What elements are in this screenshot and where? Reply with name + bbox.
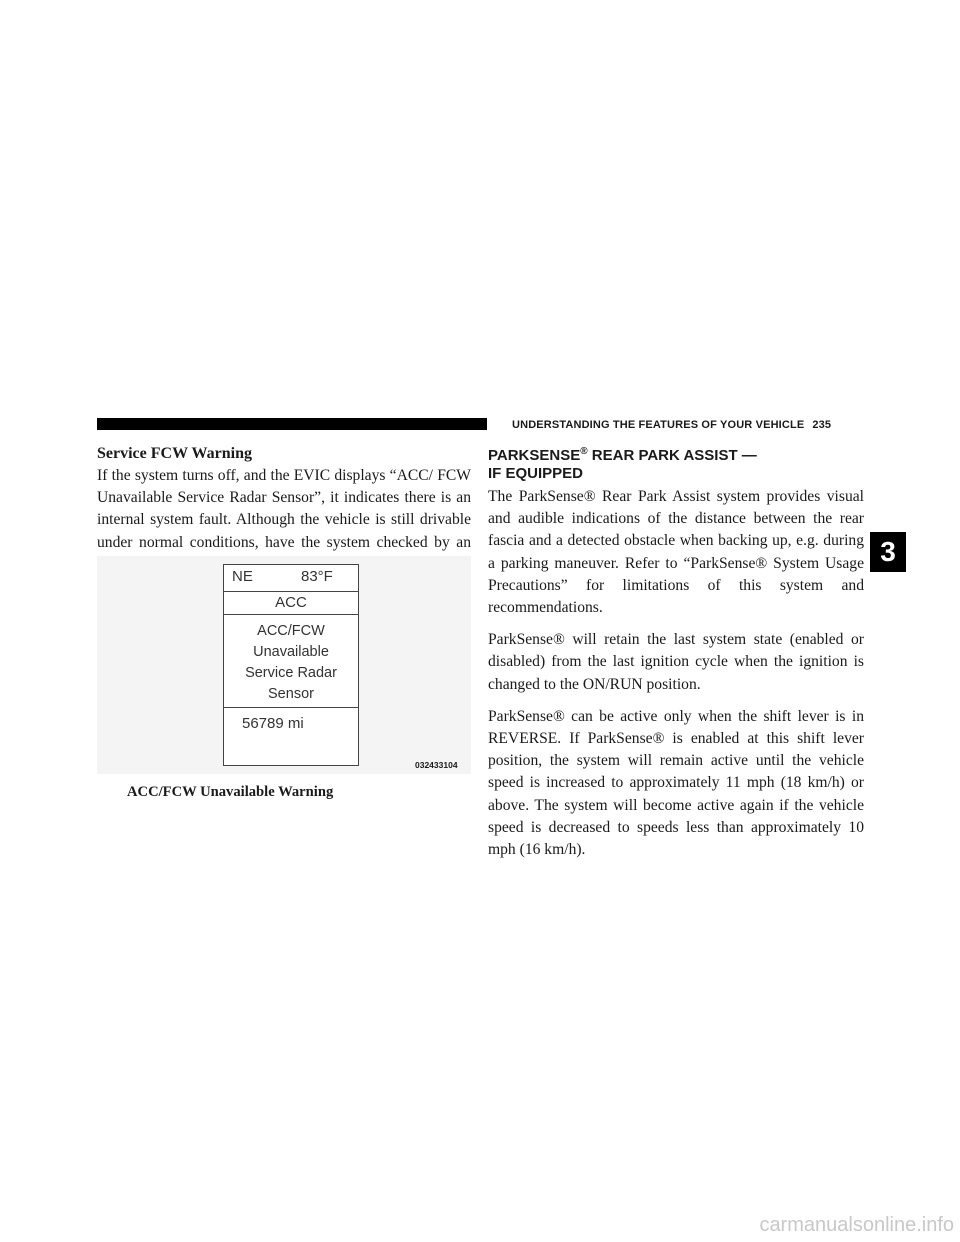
subheading-service-fcw-warning: Service FCW Warning <box>97 445 252 462</box>
evic-status-row <box>224 565 358 592</box>
odometer-reading: 56789 mi <box>242 715 304 732</box>
section-title-brand: PARKSENSE <box>488 447 581 464</box>
outside-temperature: 83°F <box>301 568 333 585</box>
figure-caption: ACC/FCW Unavailable Warning <box>127 784 334 800</box>
evic-mode-row <box>224 592 358 615</box>
parksense-paragraph-1: The ParkSense® Rear Park Assist system provides visual and audible indications of the distance between the rear fascia and a detected obstacle when backing up, e.g. during a parking maneuver. Refer to “ParkSense® System Usage Precautions” for limitations of this system and recommendations. <box>488 488 864 617</box>
evic-figure <box>97 556 471 774</box>
figure-id: 032433104 <box>415 760 458 770</box>
acc-mode-label: ACC <box>275 594 307 611</box>
parksense-paragraph-3: ParkSense® can be active only when the shift lever is in REVERSE. If ParkSense® is enabled at this shift lever position, the system will remain active until the vehicle speed is increased to approximately 11 mph (18 km/h) or above. The system will become active again if the vehicle speed is decreased to speeds less than approximately 10 mph (16 km/h). <box>488 707 864 859</box>
running-header <box>512 418 831 432</box>
header-rule <box>97 418 487 430</box>
section-title-parksense <box>488 443 864 483</box>
evic-display <box>223 564 359 766</box>
section-title-rest: REAR PARK ASSIST — <box>587 447 757 464</box>
chapter-tab: 3 <box>870 532 906 572</box>
message-line: Unavailable <box>253 644 329 660</box>
parksense-paragraph-2: ParkSense® will retain the last system state (enabled or disabled) from the last ignition cycle when the ignition is changed to the ON/RUN position. <box>488 631 864 693</box>
message-line: Sensor <box>268 686 314 702</box>
right-column <box>488 443 864 871</box>
message-line: Service Radar <box>245 665 337 681</box>
registered-mark: ® <box>580 446 588 457</box>
service-fcw-paragraph: If the system turns off, and the EVIC displays “ACC/ FCW Unavailable Service Radar Sensor”, it indicates there is an internal system fault. Although the vehicle is still drivable under normal conditions, have the system checked by an <box>97 467 471 551</box>
message-line: ACC/FCW <box>257 623 325 639</box>
warning-message <box>224 615 358 705</box>
watermark: carmanualsonline.info <box>759 1214 954 1236</box>
compass-direction: NE <box>232 568 253 585</box>
header-title: UNDERSTANDING THE FEATURES OF YOUR VEHICLE <box>512 419 805 431</box>
evic-message-row <box>224 615 358 708</box>
page-number: 235 <box>812 419 832 431</box>
section-title-line2: IF EQUIPPED <box>488 465 584 482</box>
